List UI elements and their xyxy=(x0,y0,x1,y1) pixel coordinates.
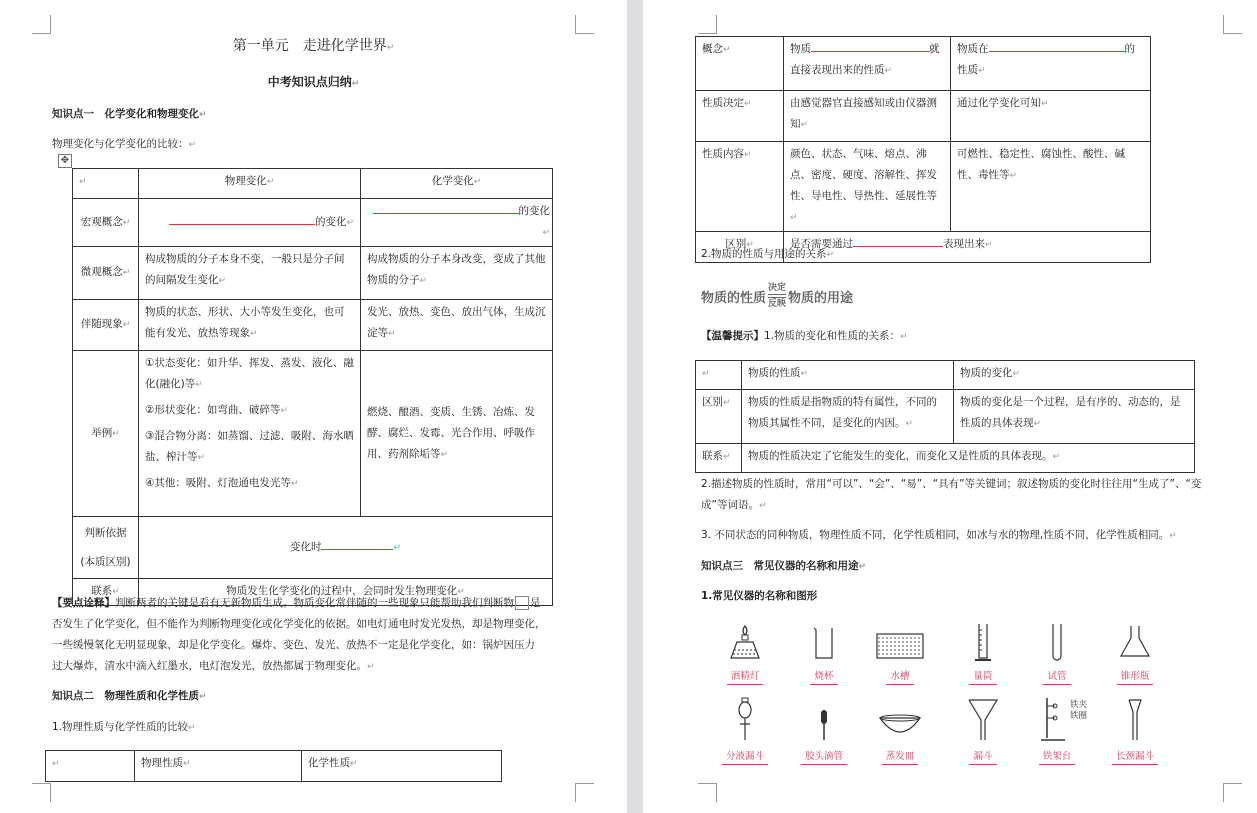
tip-paragraph: 【温馨提示】1.物质的变化和性质的关系：↵ xyxy=(701,330,908,342)
kp3-subheading: 1.常见仪器的名称和图形 xyxy=(701,590,818,602)
table-move-handle[interactable]: ✥ xyxy=(58,154,72,168)
document-subtitle: 中考知识点归纳↵ xyxy=(267,75,360,89)
margin-mark xyxy=(575,15,594,34)
page-gutter xyxy=(627,0,643,813)
key-point-note: 【要点诠释】判断两者的关键是看有无新物质生成。物质变化常伴随的一些现象只能帮助我们判断物 是 否发生了化学变化，但不能作为判断物理变化或化学变化的依据。如电灯通电时发光发热，却是物理变化， 一些缓慢氧化无明显现象，却是化学变化。爆炸、变色、发光、放热不一定是化学变化，如：锅炉因压力 过大爆炸，清水中滴入红墨水，电灯泡发光，放热都属于物理变化。↵ xyxy=(52,597,546,672)
table-row xyxy=(73,351,553,517)
margin-mark xyxy=(1223,783,1242,802)
document-title: 第一单元 走进化学世界↵ xyxy=(232,38,395,54)
table-cell: ↵ xyxy=(73,169,139,199)
row-label-examples: 举例↵ xyxy=(73,351,139,517)
funnel-icon xyxy=(963,696,1003,744)
table-row xyxy=(696,37,1151,91)
row-label-difference: 区别↵ xyxy=(696,232,784,263)
concept-chemical-cell[interactable]: 物质在 的 性质↵ xyxy=(951,37,1151,91)
apparatus-conical-flask: 锥形瓶 xyxy=(1105,622,1165,685)
margin-mark xyxy=(1223,15,1242,34)
determination-chemical-cell: 通过化学变化可知↵ xyxy=(951,91,1151,142)
beaker-icon xyxy=(804,622,844,664)
basis-cell[interactable]: 变化时 ↵ xyxy=(139,517,553,579)
accompanying-physical-cell: 物质的状态、形状、大小等发生变化，也可能有发光、放热等现象↵ xyxy=(139,300,361,351)
row-label-basis: 判断依据 (本质区别) xyxy=(73,517,139,579)
difference-change-cell: 物质的变化是一个过程，是有序的、动态的，是性质的具体表现↵ xyxy=(954,390,1195,444)
row-label-micro: 微观概念↵ xyxy=(73,247,139,300)
apparatus-alcohol-lamp: 酒精灯 xyxy=(715,622,775,685)
margin-mark xyxy=(32,783,51,802)
separatory-funnel-icon xyxy=(725,696,765,744)
left-page xyxy=(0,0,627,813)
row-label-determination: 性质决定↵ xyxy=(696,91,784,142)
apparatus-water-trough: 水槽 xyxy=(870,622,930,685)
double-arrow: 决定 反映 xyxy=(768,283,787,309)
fill-blank[interactable] xyxy=(853,235,943,247)
section-heading-kp1: 知识点一 化学变化和物理变化↵ xyxy=(52,108,207,120)
example-item: ③混合物分离：如蒸馏、过滤、吸附、海水晒盐、榨汁等↵ xyxy=(145,430,354,463)
table-row xyxy=(696,444,1195,473)
margin-mark xyxy=(698,783,717,802)
fill-blank[interactable] xyxy=(811,40,929,52)
header-physical-change: 物理变化↵ xyxy=(139,169,361,199)
difference-property-cell: 物质的性质是指物质的特有属性，不同的物质其属性不同，是变化的内因。↵ xyxy=(742,390,954,444)
micro-physical-cell: 构成物质的分子本身不变，一般只是分子间的间隔发生变化↵ xyxy=(139,247,361,300)
test-tube-icon xyxy=(1037,622,1077,664)
apparatus-test-tube: 试管 xyxy=(1027,622,1087,685)
apparatus-iron-stand: 铁夹 铁圈 铁架台 xyxy=(1027,696,1087,765)
apparatus-funnel: 漏斗 xyxy=(953,696,1013,765)
table-row xyxy=(73,517,553,579)
table-row xyxy=(73,247,553,300)
water-trough-icon xyxy=(874,622,926,664)
margin-mark xyxy=(575,783,594,802)
row-label-concept: 概念↵ xyxy=(696,37,784,91)
concept-physical-cell[interactable]: 物质 就 直接表现出来的性质↵ xyxy=(784,37,951,91)
change-comparison-table xyxy=(72,168,553,606)
header-physical-property: 物理性质↵ xyxy=(135,751,302,782)
header-chemical-property: 化学性质↵ xyxy=(302,751,502,782)
table-row xyxy=(696,142,1151,232)
row-label-link: 联系↵ xyxy=(73,579,139,606)
macro-physical-cell[interactable]: 的变化↵ xyxy=(139,199,361,247)
fill-blank[interactable] xyxy=(373,202,519,214)
property-use-formula: 物质的性质 决定 反映 物质的用途 xyxy=(701,283,854,309)
fill-blank[interactable] xyxy=(989,40,1125,52)
measuring-cylinder-icon xyxy=(963,622,1003,664)
apparatus-evaporating-dish: 蒸发皿 xyxy=(870,696,930,765)
content-physical-cell: 颜色、状态、气味、熔点、沸点、密度、硬度、溶解性、挥发性、导电性、导热性、延展性等↵ xyxy=(784,142,951,232)
examples-physical-cell xyxy=(139,351,361,517)
example-item: ②形状变化：如弯曲、破碎等↵ xyxy=(145,404,288,416)
margin-mark xyxy=(32,15,51,34)
table-cell: ↵ xyxy=(46,751,135,782)
examples-chemical-cell: 燃烧、酿酒、变质、生锈、冶炼、发酵、腐烂、发霉、光合作用、呼吸作用、药剂除垢等↵ xyxy=(361,351,553,517)
header-chemical-change: 化学变化↵ xyxy=(361,169,553,199)
row-label-accompanying: 伴随现象↵ xyxy=(73,300,139,351)
section-heading-kp3: 知识点三 常见仪器的名称和用途↵ xyxy=(701,560,867,572)
dropper-icon xyxy=(804,696,844,744)
micro-chemical-cell: 构成物质的分子本身改变，变成了其他物质的分子↵ xyxy=(361,247,553,300)
iron-stand-part-labels: 铁夹 铁圈 xyxy=(1070,700,1088,721)
table-row xyxy=(46,751,502,782)
apparatus-long-neck-funnel: 长颈漏斗 xyxy=(1105,696,1165,765)
table-row xyxy=(73,199,553,247)
property-comparison-table-body xyxy=(695,36,1151,263)
content-chemical-cell: 可燃性、稳定性、腐蚀性、酸性、碱性、毒性等↵ xyxy=(951,142,1151,232)
relationship-heading: 2.物质的性质与用途的关系↵ xyxy=(701,248,835,260)
accompanying-chemical-cell: 发光、放热、变色、放出气体，生成沉淀等↵ xyxy=(361,300,553,351)
alcohol-lamp-icon xyxy=(725,622,765,664)
kp2-subheading: 1.物理性质与化学性质的比较↵ xyxy=(52,721,196,733)
paragraph-state-note: 3. 不同状态的同种物质，物理性质不同，化学性质相同，如冰与水的物理,性质不同，化学性质相同。↵ xyxy=(701,529,1177,541)
header-property: 物质的性质↵ xyxy=(742,361,954,390)
table-row xyxy=(73,169,553,199)
inline-box xyxy=(515,596,529,610)
evaporating-dish-icon xyxy=(874,696,926,744)
apparatus-dropper: 胶头滴管 xyxy=(794,696,854,765)
paragraph-describe-terms: 2.描述物质的性质时，常用“可以”、“会”、“易”、“具有”等关键词；叙述物质的变化时往往用“生成了”、“变 成”等词语。↵ xyxy=(701,478,1202,511)
margin-mark xyxy=(698,15,717,34)
fill-blank[interactable] xyxy=(321,538,393,550)
determination-physical-cell: 由感觉器官直接感知或由仪器测知↵ xyxy=(784,91,951,142)
table-row xyxy=(696,361,1195,390)
apparatus-separatory-funnel: 分液漏斗 xyxy=(715,696,775,765)
difference-cell[interactable]: 是否需要通过 表现出来↵ xyxy=(784,232,1151,263)
kp1-intro: 物理变化与化学变化的比较：↵ xyxy=(52,138,197,150)
macro-chemical-cell[interactable]: 的变化↵ xyxy=(361,199,553,247)
row-label-link: 联系↵ xyxy=(696,444,742,473)
table-row xyxy=(73,300,553,351)
table-row xyxy=(696,91,1151,142)
section-heading-kp2: 知识点二 物理性质和化学性质↵ xyxy=(52,690,207,702)
header-change: 物质的变化↵ xyxy=(954,361,1195,390)
long-neck-funnel-icon xyxy=(1115,696,1155,744)
property-comparison-table-head xyxy=(45,750,502,782)
apparatus-beaker: 烧杯 xyxy=(794,622,854,685)
apparatus-measuring-cylinder: 量筒 xyxy=(953,622,1013,685)
row-label-content: 性质内容↵ xyxy=(696,142,784,232)
link-cell: 物质发生化学变化的过程中，会同时发生物理变化↵ xyxy=(139,579,553,606)
example-item: ①状态变化：如升华、挥发、蒸发、液化、融化(融化)等↵ xyxy=(145,357,354,390)
fill-blank[interactable] xyxy=(169,213,315,225)
conical-flask-icon xyxy=(1115,622,1155,664)
example-item: ④其他：吸附、灯泡通电发光等↵ xyxy=(145,477,299,489)
link-cell: 物质的性质决定了它能发生的变化，而变化又是性质的具体表现。↵ xyxy=(742,444,1195,473)
table-row xyxy=(696,390,1195,444)
change-property-relation-table xyxy=(695,360,1195,473)
table-cell: ↵ xyxy=(696,361,742,390)
row-label-macro: 宏观概念↵ xyxy=(73,199,139,247)
row-label-difference: 区别↵ xyxy=(696,390,742,444)
right-page xyxy=(643,0,1257,813)
